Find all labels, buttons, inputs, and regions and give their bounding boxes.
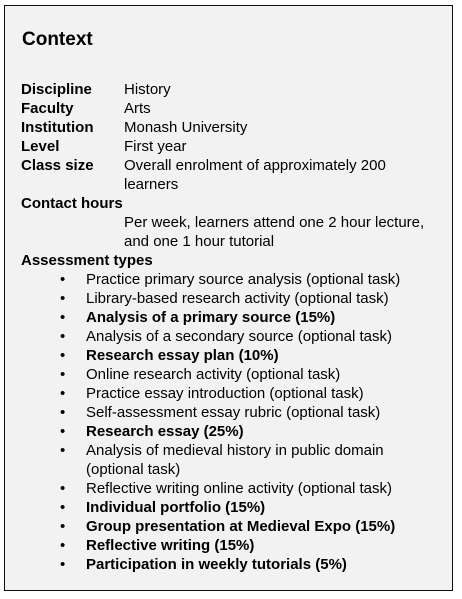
detail-value: Overall enrolment of approximately 200 learners <box>124 157 386 193</box>
list-item <box>21 308 441 327</box>
assessment-item-text: Analysis of a primary source (15%) <box>86 309 336 326</box>
detail-value: First year <box>124 138 187 155</box>
assessment-item-text: Research essay (25%) <box>86 423 244 440</box>
assessment-item-text: Analysis of a secondary source (optional task) <box>86 328 392 345</box>
assessment-item-text: Practice primary source analysis (optional task) <box>86 271 401 288</box>
list-item <box>21 327 441 346</box>
bullet-icon: • <box>60 442 66 459</box>
assessment-item-text: Group presentation at Medieval Expo (15%) <box>86 518 396 535</box>
bullet-icon: • <box>60 404 66 421</box>
detail-value: History <box>124 81 171 98</box>
list-item <box>21 479 441 498</box>
detail-row-institution <box>21 118 441 137</box>
list-item <box>21 422 441 441</box>
list-item <box>21 365 441 384</box>
assessment-item-text: Analysis of medieval history in public domain (optional task) <box>86 442 384 478</box>
assessment-item-text: Practice essay introduction (optional task) <box>86 385 364 402</box>
detail-label: Class size <box>21 157 94 174</box>
context-title: Context <box>22 29 93 50</box>
assessment-item-text: Library-based research activity (optional task) <box>86 290 389 307</box>
bullet-icon: • <box>60 480 66 497</box>
assessment-item-text: Participation in weekly tutorials (5%) <box>86 556 347 573</box>
contact-hours-value: Per week, learners attend one 2 hour lecture, and one 1 hour tutorial <box>124 214 425 250</box>
assessment-item-text: Reflective writing online activity (optional task) <box>86 480 392 497</box>
contact-hours-heading: Contact hours <box>21 195 123 212</box>
list-item <box>21 346 441 365</box>
context-box <box>4 5 453 591</box>
list-item <box>21 403 441 422</box>
detail-row-class-size <box>21 156 441 194</box>
bullet-icon: • <box>60 366 66 383</box>
detail-label: Discipline <box>21 81 92 98</box>
assessment-item-text: Individual portfolio (15%) <box>86 499 266 516</box>
bullet-icon: • <box>60 499 66 516</box>
bullet-icon: • <box>60 290 66 307</box>
list-item <box>21 536 441 555</box>
detail-label: Level <box>21 138 60 155</box>
bullet-icon: • <box>60 347 66 364</box>
bullet-icon: • <box>60 385 66 402</box>
list-item <box>21 498 441 517</box>
bullet-icon: • <box>60 423 66 440</box>
bullet-icon: • <box>60 518 66 535</box>
list-item <box>21 441 441 479</box>
detail-row-level <box>21 137 441 156</box>
assessment-item-text: Online research activity (optional task) <box>86 366 341 383</box>
detail-label: Faculty <box>21 100 74 117</box>
detail-value: Monash University <box>124 119 248 136</box>
list-item <box>21 517 441 536</box>
context-details <box>21 80 441 574</box>
bullet-icon: • <box>60 328 66 345</box>
detail-value: Arts <box>124 100 151 117</box>
bullet-icon: • <box>60 309 66 326</box>
assessment-item-text: Reflective writing (15%) <box>86 537 255 554</box>
assessment-item-text: Self-assessment essay rubric (optional task) <box>86 404 381 421</box>
list-item <box>21 555 441 574</box>
list-item <box>21 289 441 308</box>
bullet-icon: • <box>60 271 66 288</box>
assessment-item-text: Research essay plan (10%) <box>86 347 279 364</box>
bullet-icon: • <box>60 537 66 554</box>
detail-row-discipline <box>21 80 441 99</box>
list-item <box>21 384 441 403</box>
list-item <box>21 270 441 289</box>
bullet-icon: • <box>60 556 66 573</box>
detail-label: Institution <box>21 119 94 136</box>
detail-row-faculty <box>21 99 441 118</box>
assessment-list <box>21 270 441 574</box>
assessment-types-heading: Assessment types <box>21 252 153 269</box>
